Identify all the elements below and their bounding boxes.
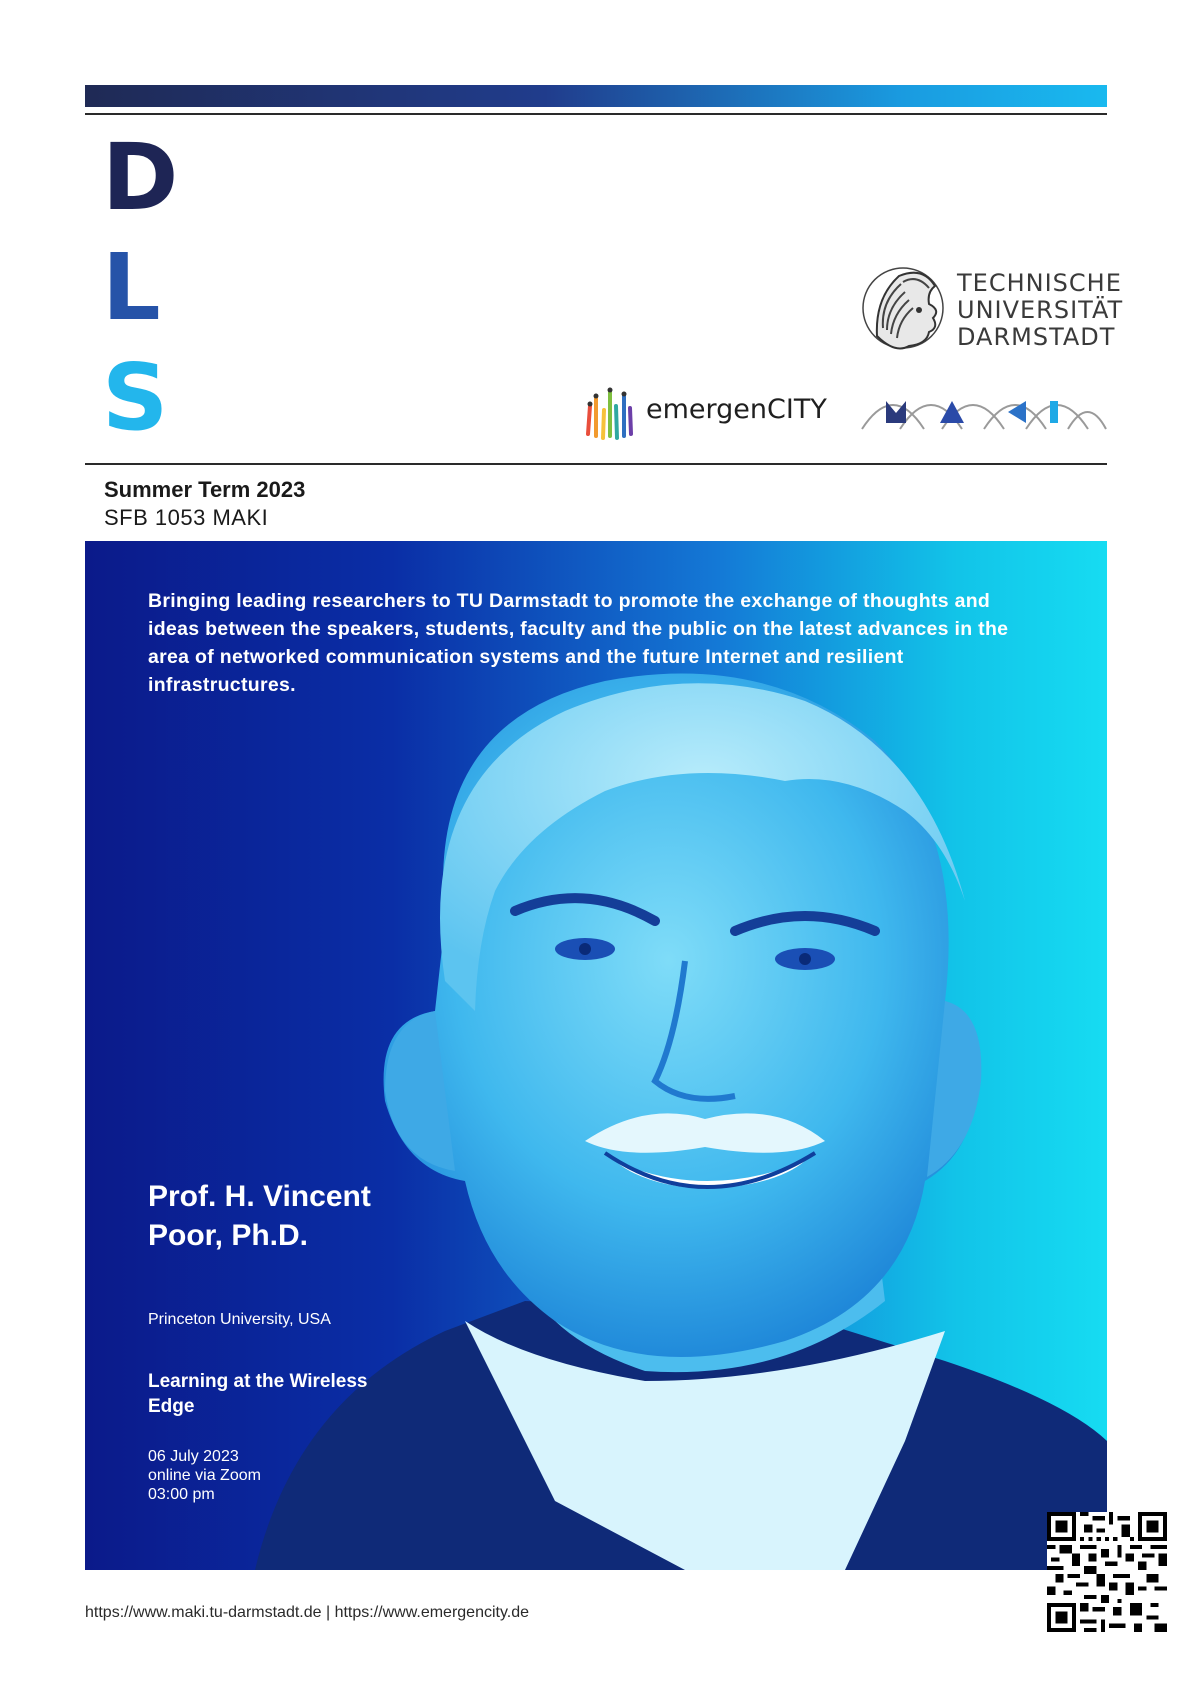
event-details [148, 1447, 261, 1504]
emergencity-wordmark: emergenCITY [646, 394, 827, 425]
speaker-name: Prof. H. Vincent Poor, Ph.D. [148, 1180, 371, 1252]
speaker-affiliation: Princeton University, USA [148, 1311, 331, 1328]
tu-darmstadt-wordmark: TECHNISCHE UNIVERSITÄT DARMSTADT [957, 269, 1124, 351]
title-line-distinguished: DISTINGUISHED [102, 124, 885, 231]
lecture-panel [85, 541, 1107, 1570]
event-date: 06 July 2023 [148, 1448, 239, 1465]
talk-title: Learning at the Wireless Edge [148, 1371, 368, 1417]
header-divider [85, 463, 1107, 465]
emergencity-logo [582, 384, 827, 440]
maki-logo [860, 387, 1108, 431]
qr-code-icon[interactable] [1047, 1512, 1167, 1632]
title-line-series: SERIES [102, 344, 452, 451]
event-venue: online via Zoom [148, 1467, 261, 1484]
maki-arches-icon [860, 387, 1108, 431]
title-line-lecture: LECTURE [102, 234, 543, 341]
program-name: SFB 1053 MAKI [104, 505, 269, 530]
footer-links[interactable]: https://www.maki.tu-darmstadt.de | https://www.emergencity.de [85, 1604, 530, 1621]
tu-darmstadt-logo [857, 258, 1124, 368]
top-divider [85, 113, 1107, 115]
top-gradient-bar [85, 85, 1107, 107]
athena-head-icon [857, 258, 949, 362]
event-time: 03:00 pm [148, 1486, 215, 1503]
emergencity-bars-icon [582, 384, 642, 440]
term-title: Summer Term 2023 [104, 477, 306, 502]
series-description: Bringing leading researchers to TU Darmstadt to promote the exchange of thoughts and ideas between the speakers, students, faculty and the public on the latest advances in the area of networked communication systems and the future Internet and resilient infrastructures. [148, 590, 1009, 696]
